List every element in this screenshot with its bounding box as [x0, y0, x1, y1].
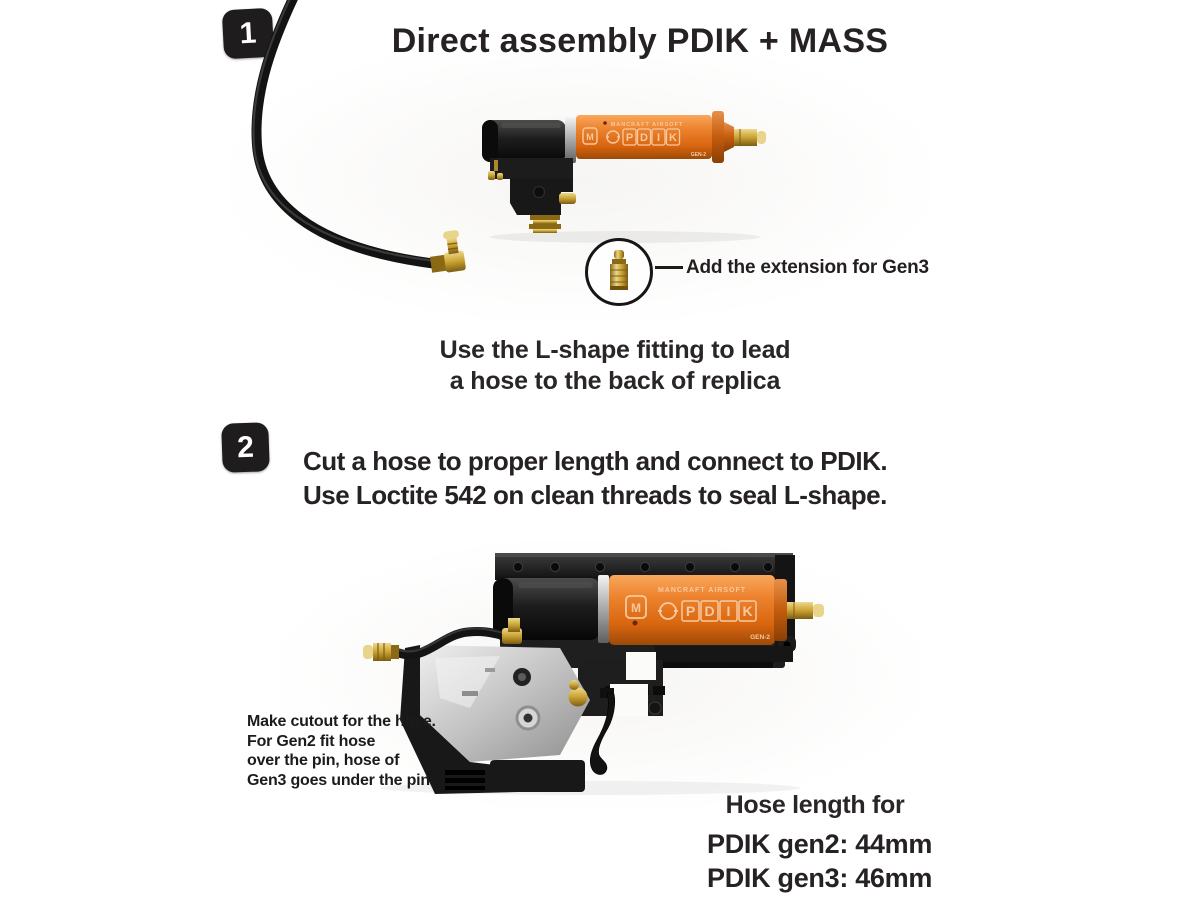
- shell-cutout-upper: [626, 652, 656, 680]
- step1-title: Direct assembly PDIK + MASS: [391, 22, 889, 60]
- engine-orange-cylinder: [576, 111, 734, 163]
- extension-annotation: Add the extension for Gen3: [686, 257, 929, 278]
- hose-straight-fitting: [363, 643, 399, 661]
- engine-trigger-bracket: [488, 158, 576, 233]
- cutout-note-line1: Make cutout for the hose.: [247, 713, 436, 730]
- shell-screw: [649, 702, 661, 714]
- svg-text:P: P: [625, 132, 634, 144]
- gearbox-silver-ring: [598, 575, 609, 643]
- svg-text:I: I: [726, 603, 731, 619]
- svg-text:K: K: [669, 132, 677, 144]
- hose-line: [256, 0, 437, 264]
- engine-brand-text: MANCRAFT AIRSOFT: [610, 122, 684, 128]
- step1-caption: [335, 335, 895, 397]
- hose-length-gen3: PDIK gen3: 46mm: [707, 863, 933, 893]
- step1-caption-line2: a hose to the back of replica: [449, 367, 781, 395]
- side-nipple: [559, 193, 576, 204]
- svg-text:D: D: [640, 132, 648, 144]
- svg-text:D: D: [704, 603, 715, 619]
- pdik-engine-illustration: [455, 95, 775, 245]
- callout-leader-line: [655, 266, 683, 269]
- gen3-extension-part: [588, 241, 650, 303]
- hose-length-heading: Hose length for: [725, 791, 905, 819]
- cutout-note-line4: Gen3 goes under the pin.: [247, 771, 435, 789]
- engine-silver-ring: [565, 117, 576, 163]
- step1-badge-number: 1: [238, 16, 258, 50]
- gearbox-gen-text: GEN-2: [750, 634, 770, 641]
- step1-caption-line1: Use the L-shape fitting to lead: [439, 336, 791, 364]
- engine-hopup-chamber: [482, 120, 566, 162]
- svg-text:I: I: [656, 132, 661, 144]
- brass-nut-small: [569, 680, 579, 690]
- step2-instruction-line2: Use Loctite 542 on clean threads to seal L-shape.: [303, 480, 887, 510]
- engine-nozzle: [734, 129, 766, 146]
- brass-nut: [569, 688, 588, 707]
- gearbox-nozzle: [787, 602, 824, 619]
- cutout-note: [247, 712, 477, 790]
- hose-length-gen2: PDIK gen2: 44mm: [707, 829, 933, 859]
- step2-instruction-line1: Cut a hose to proper length and connect to PDIK.: [303, 446, 888, 476]
- step2-instruction: [303, 444, 943, 512]
- bottom-air-fitting: [529, 215, 561, 233]
- gearbox-logo-letter: M: [631, 601, 641, 615]
- engine-gen-text: GEN-2: [690, 152, 706, 158]
- step2-badge-number: 2: [236, 430, 255, 464]
- gearbox-brand-text: MANCRAFT AIRSOFT: [657, 587, 747, 594]
- extension-callout-circle: [585, 238, 653, 306]
- engine-logo-letter: M: [586, 132, 594, 142]
- cutout-note-line2: For Gen2 fit hose: [247, 732, 376, 750]
- cutout-note-line3: over the pin, hose of: [247, 752, 400, 770]
- svg-text:K: K: [742, 603, 753, 619]
- hose-length-values: [707, 827, 932, 895]
- shell-cutout-lower: [610, 684, 648, 716]
- svg-text:P: P: [685, 603, 696, 619]
- step2-badge: [221, 422, 270, 473]
